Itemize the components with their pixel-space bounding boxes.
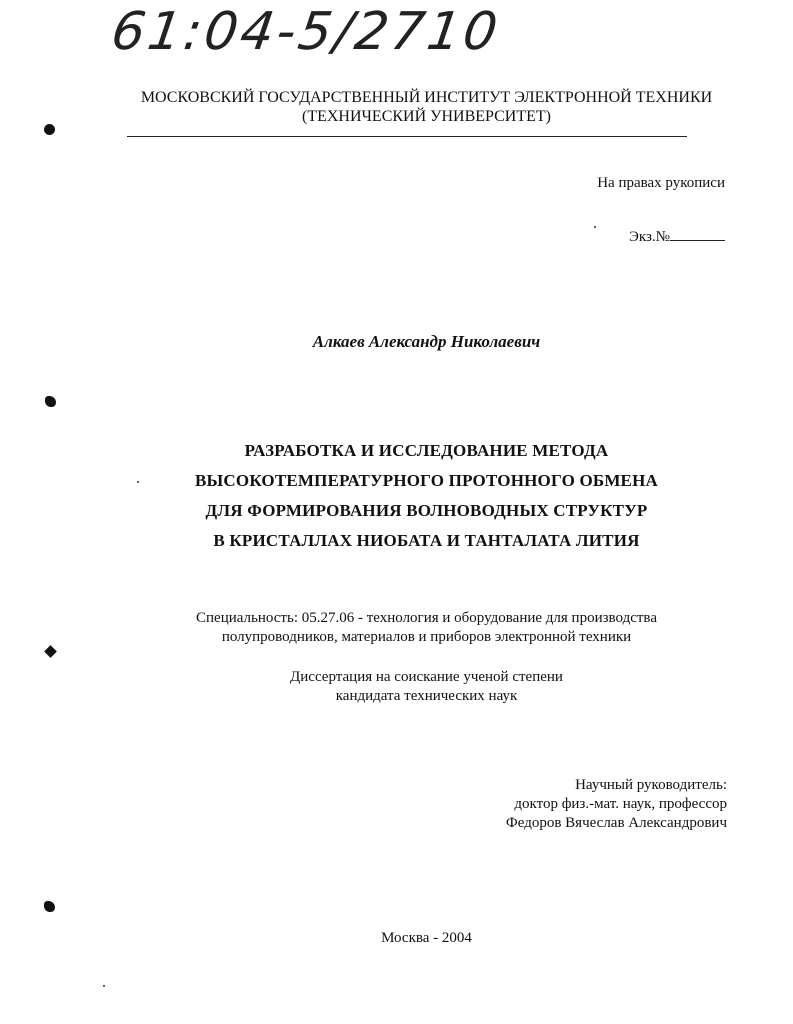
degree-block bbox=[60, 668, 793, 706]
specialty-line-1: Специальность: 05.27.06 - технология и оборудование для производства bbox=[196, 610, 657, 626]
rights-notice: На правах рукописи bbox=[597, 175, 725, 191]
institute-name: МОСКОВСКИЙ ГОСУДАРСТВЕННЫЙ ИНСТИТУТ ЭЛЕКТРОННОЙ ТЕХНИКИ bbox=[140, 89, 713, 106]
binding-hole-mark bbox=[44, 124, 55, 135]
archive-number-handwritten: 61:04-5/2710 bbox=[107, 2, 504, 62]
advisor-label: Научный руководитель: bbox=[575, 777, 727, 793]
title-line-1: РАЗРАБОТКА И ИССЛЕДОВАНИЕ МЕТОДА bbox=[244, 441, 609, 460]
institute-header bbox=[60, 88, 793, 126]
advisor-block bbox=[506, 776, 727, 833]
binding-hole-mark bbox=[44, 901, 55, 912]
copy-number bbox=[629, 228, 725, 246]
specialty-block bbox=[60, 609, 793, 647]
institute-subtitle: (ТЕХНИЧЕСКИЙ УНИВЕРСИТЕТ) bbox=[301, 108, 551, 125]
copy-number-label: Экз.№ bbox=[629, 229, 670, 245]
author-name: Алкаев Александр Николаевич bbox=[312, 332, 541, 351]
header-divider bbox=[127, 136, 687, 137]
advisor-degree: доктор физ.-мат. наук, профессор bbox=[514, 796, 727, 812]
title-line-2: ВЫСОКОТЕМПЕРАТУРНОГО ПРОТОННОГО ОБМЕНА bbox=[195, 471, 658, 490]
binding-hole-mark bbox=[45, 396, 56, 407]
copy-number-blank bbox=[670, 228, 725, 241]
scan-speck bbox=[594, 226, 596, 228]
scan-speck bbox=[103, 985, 105, 987]
title-line-4: В КРИСТАЛЛАХ НИОБАТА И ТАНТАЛАТА ЛИТИЯ bbox=[213, 531, 640, 550]
binding-hole-mark bbox=[44, 645, 57, 658]
scan-speck bbox=[137, 481, 139, 483]
advisor-name: Федоров Вячеслав Александрович bbox=[505, 815, 727, 831]
title-line-3: ДЛЯ ФОРМИРОВАНИЯ ВОЛНОВОДНЫХ СТРУКТУР bbox=[205, 501, 648, 520]
degree-line-2: кандидата технических наук bbox=[335, 688, 518, 704]
city-year: Москва - 2004 bbox=[381, 930, 472, 946]
degree-line-1: Диссертация на соискание ученой степени bbox=[290, 669, 563, 685]
specialty-line-2: полупроводников, материалов и приборов электронной техники bbox=[221, 629, 632, 645]
dissertation-title bbox=[60, 436, 793, 556]
